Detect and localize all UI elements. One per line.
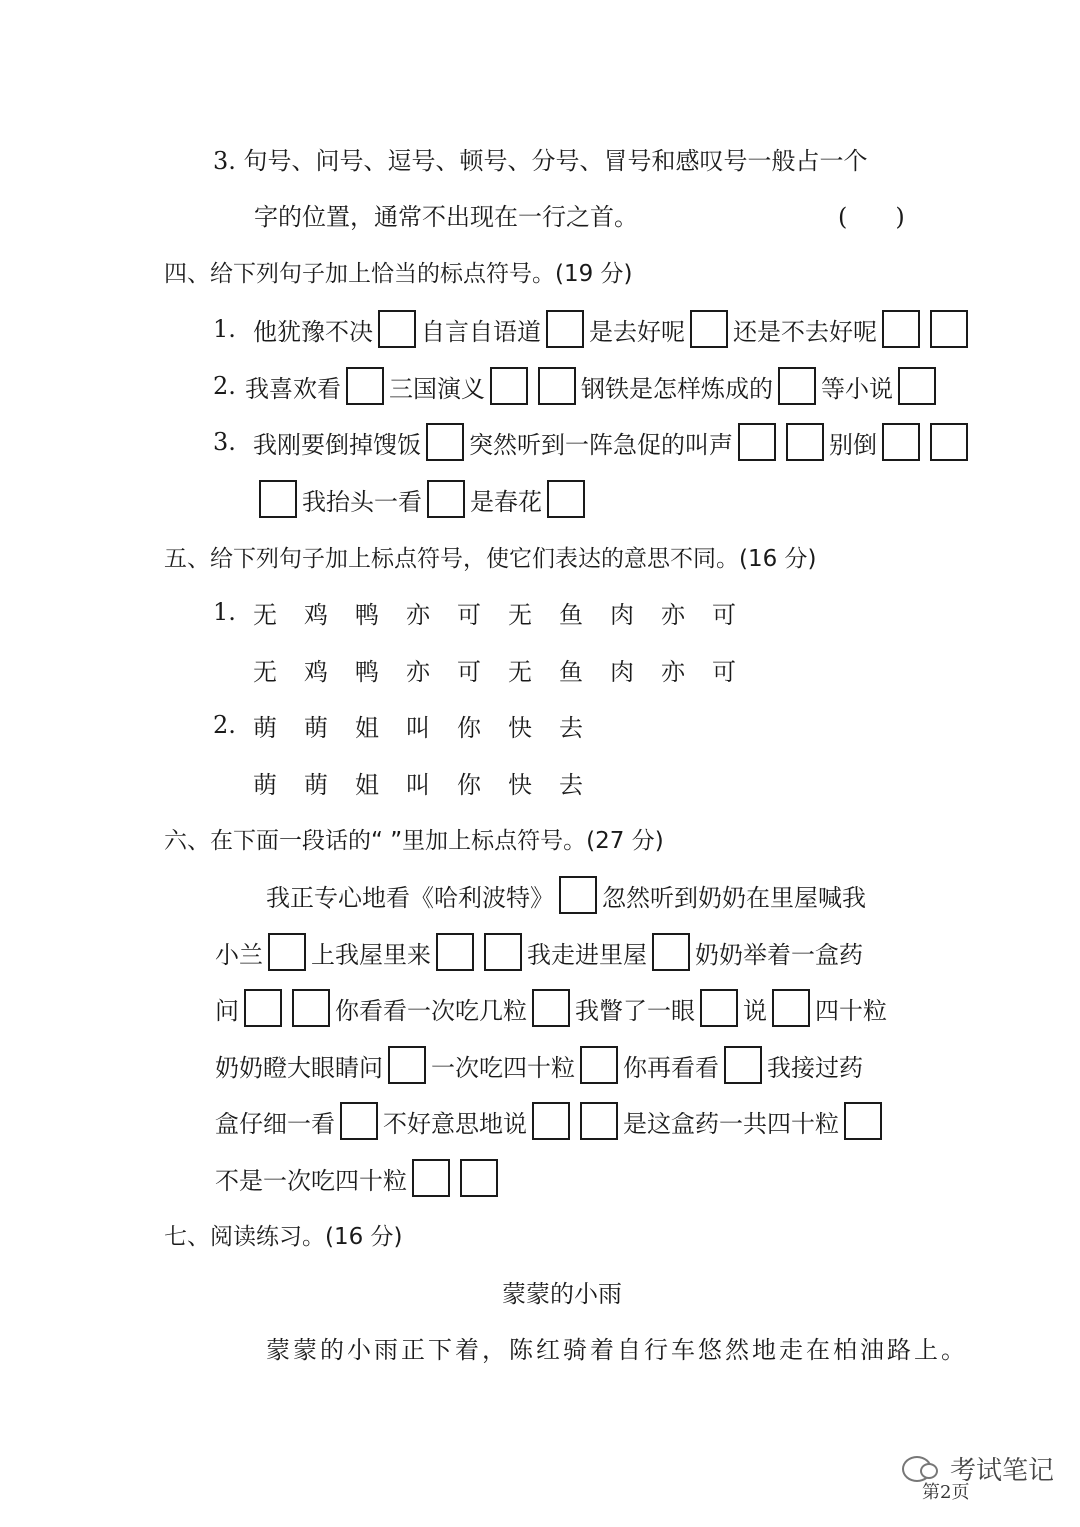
answer-parentheses[interactable]: ( ) bbox=[838, 202, 905, 231]
punctuation-box[interactable] bbox=[292, 989, 330, 1027]
section-4-heading: 四、给下列句子加上恰当的标点符号。(19 分) bbox=[164, 260, 633, 287]
s6-paragraph-line4: 奶奶瞪大眼睛问 一次吃四十粒 你再看看 我接过药 bbox=[215, 1041, 863, 1089]
punctuation-box[interactable] bbox=[460, 1159, 498, 1197]
punctuation-box[interactable] bbox=[436, 933, 474, 971]
punctuation-box[interactable] bbox=[559, 876, 597, 914]
section-6-heading: 六、在下面一段话的“ ”里加上标点符号。(27 分) bbox=[164, 827, 664, 854]
s6-paragraph-line1: 我正专心地看《哈利波特》 忽然听到奶奶在里屋喊我 bbox=[266, 871, 866, 919]
punctuation-box[interactable] bbox=[532, 989, 570, 1027]
s5-question-1-line2: 无 鸡 鸭 亦 可 无 鱼 肉 亦 可 bbox=[253, 657, 736, 686]
punctuation-box[interactable] bbox=[690, 310, 728, 348]
s5-question-2-line1: 2. 萌 萌 姐 叫 你 快 去 bbox=[213, 711, 583, 742]
section-5-heading: 五、给下列句子加上标点符号，使它们表达的意思不同。(16 分) bbox=[164, 545, 817, 572]
punctuation-box[interactable] bbox=[412, 1159, 450, 1197]
punctuation-box[interactable] bbox=[378, 310, 416, 348]
s3-item3-line2: 字的位置，通常不出现在一行之首。 bbox=[254, 202, 638, 231]
punctuation-box[interactable] bbox=[580, 1046, 618, 1084]
s4-question-1: 1. 他犹豫不决 自言自语道 是去好呢 还是不去好呢 bbox=[213, 305, 973, 353]
punctuation-box[interactable] bbox=[778, 367, 816, 405]
punctuation-box[interactable] bbox=[786, 423, 824, 461]
s6-paragraph-line5: 盒仔细一看 不好意思地说 是这盒药一共四十粒 bbox=[215, 1097, 887, 1145]
s4-question-3: 3. 我刚要倒掉馊饭 突然听到一阵急促的叫声 别倒 bbox=[213, 418, 973, 466]
punctuation-box[interactable] bbox=[490, 367, 528, 405]
punctuation-box[interactable] bbox=[844, 1102, 882, 1140]
punctuation-box[interactable] bbox=[538, 367, 576, 405]
punctuation-box[interactable] bbox=[268, 933, 306, 971]
s6-paragraph-line2: 小兰 上我屋里来 我走进里屋 奶奶举着一盒药 bbox=[215, 928, 863, 976]
s3-item3-line1: 3. 句号、问号、逗号、顿号、分号、冒号和感叹号一般占一个 bbox=[213, 146, 868, 175]
s4-question-3-cont: 我抬头一看 是春花 bbox=[254, 475, 590, 523]
punctuation-box[interactable] bbox=[427, 480, 465, 518]
reading-title: 蒙蒙的小雨 bbox=[502, 1279, 622, 1308]
punctuation-box[interactable] bbox=[426, 423, 464, 461]
punctuation-box[interactable] bbox=[652, 933, 690, 971]
punctuation-box[interactable] bbox=[882, 423, 920, 461]
punctuation-box[interactable] bbox=[738, 423, 776, 461]
punctuation-box[interactable] bbox=[898, 367, 936, 405]
punctuation-box[interactable] bbox=[547, 480, 585, 518]
punctuation-box[interactable] bbox=[346, 367, 384, 405]
punctuation-box[interactable] bbox=[259, 480, 297, 518]
punctuation-box[interactable] bbox=[388, 1046, 426, 1084]
punctuation-box[interactable] bbox=[930, 310, 968, 348]
punctuation-box[interactable] bbox=[546, 310, 584, 348]
punctuation-box[interactable] bbox=[700, 989, 738, 1027]
section-7-heading: 七、阅读练习。(16 分) bbox=[164, 1223, 403, 1250]
punctuation-box[interactable] bbox=[532, 1102, 570, 1140]
s6-paragraph-line3: 问 你看看一次吃几粒 我瞥了一眼 说 四十粒 bbox=[215, 984, 887, 1032]
punctuation-box[interactable] bbox=[580, 1102, 618, 1140]
punctuation-box[interactable] bbox=[244, 989, 282, 1027]
watermark: 考试笔记 bbox=[902, 1450, 1054, 1487]
punctuation-box[interactable] bbox=[772, 989, 810, 1027]
s6-paragraph-line6: 不是一次吃四十粒 bbox=[215, 1154, 503, 1202]
page-number: 第2页 bbox=[922, 1482, 970, 1503]
s5-question-1-line1: 1. 无 鸡 鸭 亦 可 无 鱼 肉 亦 可 bbox=[213, 598, 736, 629]
s5-question-2-line2: 萌 萌 姐 叫 你 快 去 bbox=[253, 770, 583, 799]
s4-question-2: 2. 我喜欢看 三国演义 钢铁是怎样炼成的 等小说 bbox=[213, 362, 941, 410]
punctuation-box[interactable] bbox=[882, 310, 920, 348]
punctuation-box[interactable] bbox=[724, 1046, 762, 1084]
punctuation-box[interactable] bbox=[930, 423, 968, 461]
punctuation-box[interactable] bbox=[484, 933, 522, 971]
punctuation-box[interactable] bbox=[340, 1102, 378, 1140]
reading-first-line: 蒙蒙的小雨正下着，陈红骑着自行车悠然地走在柏油路上。 bbox=[266, 1335, 968, 1364]
